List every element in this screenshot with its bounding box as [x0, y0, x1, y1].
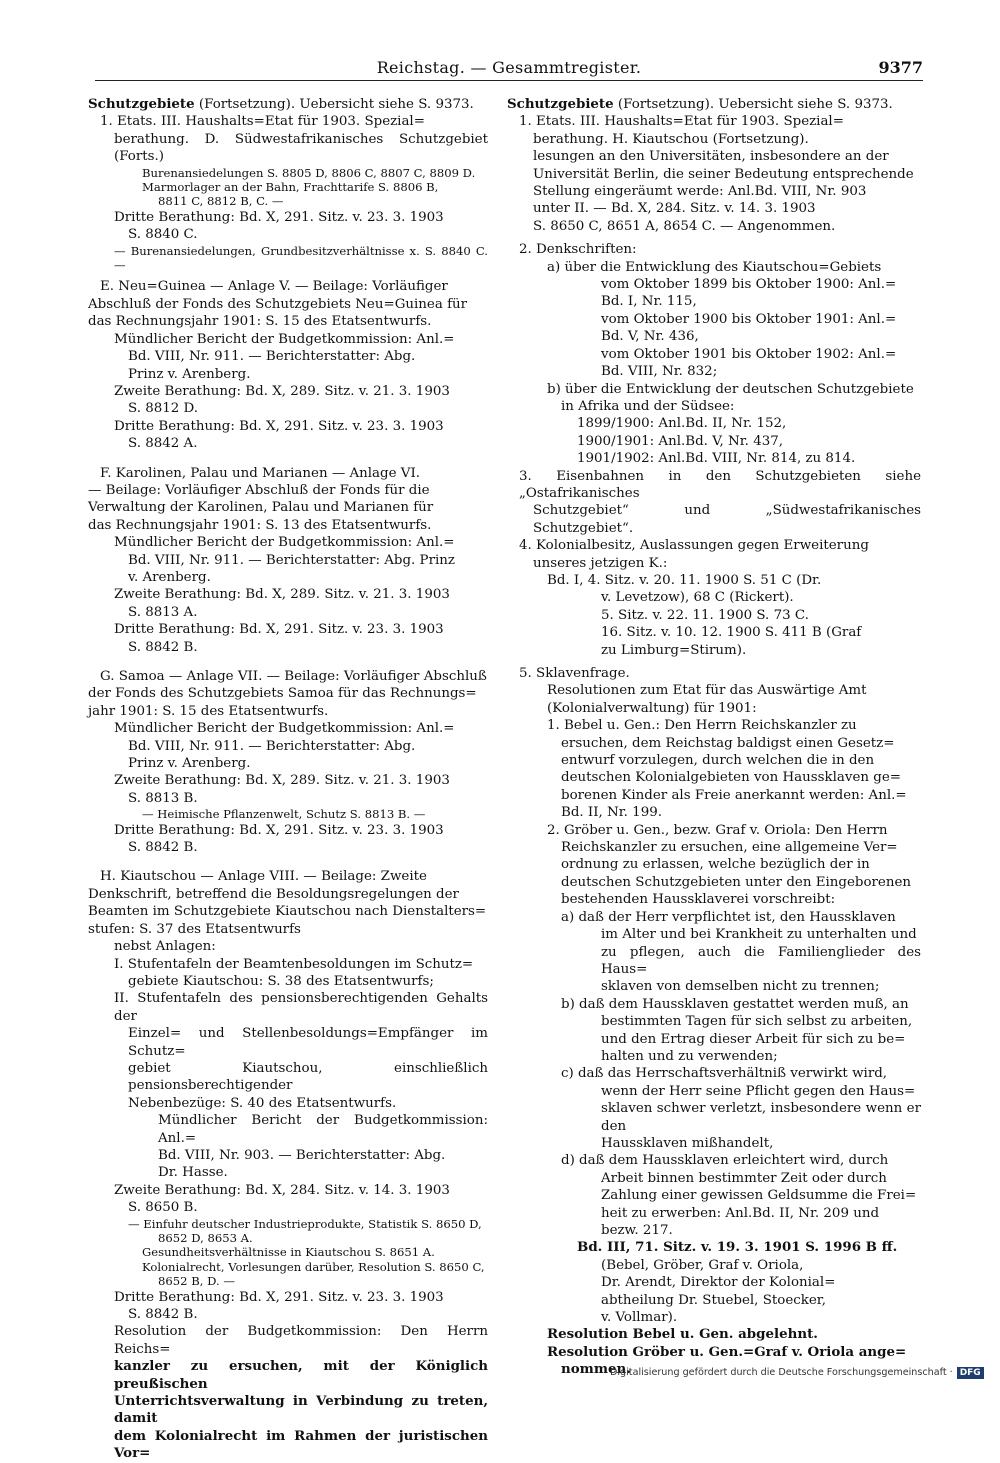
index-line: Universität Berlin, die seiner Bedeutung entsprechende — [533, 166, 914, 182]
section-heading — [507, 96, 921, 113]
index-line: S. 8842 A. — [128, 436, 198, 452]
index-line: S. 8840 C. — [128, 227, 198, 243]
index-line: — Einfuhr deutscher Industrieprodukte, Statistik S. 8650 D, — [128, 1216, 482, 1231]
dfg-logo: DFG — [957, 1367, 984, 1379]
index-line: Prinz v. Arenberg. — [128, 756, 251, 772]
heading-cont: (Fortsetzung). Uebersicht siehe S. 9373. — [613, 97, 893, 112]
index-line: dem Kolonialrecht im Rahmen der juristischen Vor= — [114, 1427, 488, 1462]
index-line: 1. Bebel u. Gen.: Den Herrn Reichskanzler zu — [547, 718, 857, 734]
index-line: sklaven von demselben nicht zu trennen; — [601, 979, 880, 995]
index-line: 5. Sitz. v. 22. 11. 1900 S. 73 C. — [601, 607, 809, 623]
index-line: Resolutionen zum Etat für das Auswärtige Amt — [547, 683, 867, 699]
index-line: Zweite Berathung: Bd. X, 289. Sitz. v. 21. 3. 1903 — [114, 383, 450, 399]
index-line: sklaven schwer verletzt, insbesondere wenn er den — [601, 1101, 921, 1134]
index-line: Dritte Berathung: Bd. X, 291. Sitz. v. 23. 3. 1903 — [114, 1289, 444, 1305]
index-line: nebst Anlagen: — [114, 939, 216, 955]
index-line: wenn der Herr seine Pflicht gegen den Haus= — [601, 1083, 916, 1099]
index-line: Dr. Hasse. — [158, 1165, 228, 1181]
index-line: kanzler zu ersuchen, mit der Königlich preußischen — [114, 1358, 488, 1392]
left-column — [88, 96, 488, 1463]
index-line: G. Samoa — Anlage VII. — Beilage: Vorläufiger Abschluß — [100, 669, 487, 684]
index-line: Dritte Berathung: Bd. X, 291. Sitz. v. 23. 3. 1903 — [114, 418, 444, 434]
index-line: gebiete Kiautschou: S. 38 des Etatsentwurfs; — [128, 973, 434, 989]
index-line: das Rechnungsjahr 1901: S. 15 des Etatsentwurfs. — [88, 314, 432, 330]
index-line: Mündlicher Bericht der Budgetkommission: Anl.= — [114, 721, 455, 737]
index-line: ersuchen, dem Reichstag baldigst einen Gesetz= — [561, 735, 895, 751]
index-line: Bd. VIII, Nr. 832; — [601, 364, 718, 380]
index-line: berathung. H. Kiautschou (Fortsetzung). — [533, 131, 809, 147]
index-line: 1901/1902: Anl.Bd. VIII, Nr. 814, zu 814. — [577, 451, 856, 467]
index-line: (Bebel, Gröber, Graf v. Oriola, — [601, 1257, 804, 1273]
index-line: berathung. D. Südwestafrikanisches Schutzgebiet (Forts.) — [114, 131, 488, 165]
page-header — [95, 58, 923, 80]
index-line: borenen Kinder als Freie anerkannt werden: Anl.= — [561, 787, 907, 803]
index-line: Kolonialrecht, Vorlesungen darüber, Resolution S. 8650 C, — [142, 1259, 485, 1274]
index-line: bestimmten Tagen für sich selbst zu arbeiten, — [601, 1014, 913, 1030]
index-line: Denkschrift, betreffend die Besoldungsregelungen der — [88, 886, 459, 902]
header-rule — [95, 80, 923, 81]
index-line: heit zu erwerben: Anl.Bd. II, Nr. 209 und — [601, 1205, 880, 1221]
index-line: vom Oktober 1901 bis Oktober 1902: Anl.= — [601, 346, 897, 362]
index-line: Beamten im Schutzgebiete Kiautschou nach Dienstalters= — [88, 904, 487, 920]
index-line: der Fonds des Schutzgebiets Samoa für das Rechnungs= — [88, 686, 477, 702]
index-line: Einzel= und Stellenbesoldungs=Empfänger im Schutz= — [128, 1026, 488, 1059]
index-line: Burenansiedelungen S. 8805 D, 8806 C, 8807 C, 8809 D. — [142, 165, 476, 180]
index-line: S. 8842 B. — [128, 639, 198, 655]
index-line: S. 8812 D. — [128, 401, 199, 417]
index-line: und den Ertrag dieser Arbeit für sich zu be= — [601, 1031, 906, 1047]
index-line: Resolution der Budgetkommission: Den Herrn Reichs= — [114, 1324, 488, 1357]
index-line: Haussklaven mißhandelt, — [601, 1135, 774, 1151]
index-line: S. 8842 B. — [128, 840, 198, 856]
index-line: 16. Sitz. v. 10. 12. 1900 S. 411 B (Graf — [601, 625, 862, 641]
index-line: Zweite Berathung: Bd. X, 284. Sitz. v. 14. 3. 1903 — [114, 1182, 450, 1198]
index-line: Mündlicher Bericht der Budgetkommission: Anl.= — [114, 331, 455, 347]
index-line: Dritte Berathung: Bd. X, 291. Sitz. v. 23. 3. 1903 — [114, 622, 444, 638]
index-line: Reichskanzler zu ersuchen, eine allgemeine Ver= — [561, 840, 898, 856]
index-line: Bd. VIII, Nr. 911. — Berichterstatter: Abg. — [128, 738, 416, 754]
index-line: b) über die Entwicklung der deutschen Schutzgebiete — [547, 381, 914, 397]
credit-text: Digitalisierung gefördert durch die Deutsche Forschungsgemeinschaft · — [610, 1367, 953, 1378]
section-heading — [88, 96, 488, 113]
heading-word: Schutzgebiete — [507, 96, 614, 112]
index-line: Prinz v. Arenberg. — [128, 366, 251, 382]
index-line: zu Limburg=Stirum). — [601, 642, 747, 658]
index-line: Gesundheitsverhältnisse in Kiautschou S. 8651 A. — [142, 1245, 435, 1260]
index-line: abtheilung Dr. Stuebel, Stoecker, — [601, 1292, 826, 1308]
index-line: deutschen Schutzgebieten unter den Eingeborenen — [561, 874, 912, 890]
index-line: Bd. VIII, Nr. 911. — Berichterstatter: Abg. — [128, 349, 416, 365]
index-line: v. Vollmar). — [601, 1310, 678, 1326]
index-line: vom Oktober 1900 bis Oktober 1901: Anl.= — [601, 311, 897, 327]
index-line: 1. Etats. III. Haushalts=Etat für 1903. Spezial= — [519, 114, 844, 130]
index-line: Unterrichtsverwaltung in Verbindung zu treten, damit — [114, 1393, 488, 1427]
index-line: 5. Sklavenfrage. — [519, 666, 630, 681]
index-line: Nebenbezüge: S. 40 des Etatsentwurfs. — [128, 1095, 397, 1111]
index-line: bezw. 217. — [601, 1223, 673, 1238]
index-line: Bd. I, 4. Sitz. v. 20. 11. 1900 S. 51 C (Dr. — [547, 572, 822, 588]
index-line: Resolution Bebel u. Gen. abgelehnt. — [547, 1326, 818, 1343]
index-line: a) über die Entwicklung des Kiautschou=Gebiets — [547, 259, 882, 275]
index-line: (Kolonialverwaltung) für 1901: — [547, 700, 757, 716]
index-line: 8652 B, D. — — [158, 1274, 235, 1289]
index-line: ordnung zu erlassen, welche bezüglich der in — [561, 857, 870, 873]
index-line: 8652 D, 8653 A. — [158, 1231, 253, 1245]
index-line: E. Neu=Guinea — Anlage V. — Beilage: Vorläufiger — [100, 279, 448, 295]
index-line: 8811 C, 8812 B, C. — — [158, 194, 284, 209]
index-line: Marmorlager an der Bahn, Frachttarife S. 8806 B, — [142, 180, 439, 195]
index-line: Schutzgebiet“ und „Südwestafrikanisches Schutzgebiet“. — [533, 503, 921, 536]
index-line: b) daß dem Haussklaven gestattet werden muß, an — [561, 996, 909, 1012]
index-line: jahr 1901: S. 15 des Etatsentwurfs. — [88, 703, 329, 719]
index-line: Stellung eingeräumt werde: Anl.Bd. VIII, Nr. 903 — [533, 184, 867, 200]
digitization-credit — [610, 1367, 984, 1379]
index-line: v. Levetzow), 68 C (Rickert). — [601, 590, 794, 606]
index-line: Bd. III, 71. Sitz. v. 19. 3. 1901 S. 1996 B ff. — [577, 1239, 898, 1256]
index-line: c) daß das Herrschaftsverhältniß verwirkt wird, — [561, 1066, 888, 1082]
index-line: gebiet Kiautschou, einschließlich pensionsberechtigender — [128, 1060, 488, 1094]
index-line: 2. Denkschriften: — [519, 242, 637, 258]
index-line: Resolution Gröber u. Gen.=Graf v. Oriola ange= — [547, 1343, 907, 1360]
heading-cont: (Fortsetzung). Uebersicht siehe S. 9373. — [194, 97, 474, 112]
index-line: Bd. VIII, Nr. 903. — Berichterstatter: Abg. — [158, 1147, 446, 1163]
index-line: Bd. VIII, Nr. 911. — Berichterstatter: Abg. Prinz — [128, 552, 455, 568]
index-line: d) daß dem Haussklaven erleichtert wird, durch — [561, 1153, 889, 1169]
index-line: Zahlung einer gewissen Geldsumme die Frei= — [601, 1188, 917, 1204]
index-line: S. 8813 A. — [128, 604, 198, 620]
index-line: das Rechnungsjahr 1901: S. 13 des Etatsentwurfs. — [88, 517, 432, 533]
index-line: a) daß der Herr verpflichtet ist, den Haussklaven — [561, 909, 896, 925]
index-line: S. 8842 B. — [128, 1307, 198, 1323]
index-line: lesungen an den Universitäten, insbesondere an der — [533, 149, 889, 165]
index-line: — Burenansiedelungen, Grundbesitzverhältnisse x. S. 8840 C. — — [114, 243, 488, 273]
index-line: halten und zu verwenden; — [601, 1048, 778, 1064]
index-line: bestehenden Haussklaverei vorschreibt: — [561, 892, 836, 908]
index-line: Verwaltung der Karolinen, Palau und Marianen für — [88, 500, 434, 516]
index-line: Arbeit binnen bestimmter Zeit oder durch — [601, 1170, 887, 1186]
index-line: H. Kiautschou — Anlage VIII. — Beilage: Zweite — [100, 869, 427, 885]
index-line: unter II. — Bd. X, 284. Sitz. v. 14. 3. 1903 — [533, 201, 816, 217]
index-line: Bd. II, Nr. 199. — [561, 805, 662, 821]
index-line: v. Arenberg. — [128, 569, 211, 585]
index-line: Mündlicher Bericht der Budgetkommission: Anl.= — [158, 1113, 488, 1146]
index-line: — Beilage: Vorläufiger Abschluß der Fonds für die — [88, 482, 430, 498]
index-line: Bd. V, Nr. 436, — [601, 329, 699, 345]
index-line: deutschen Kolonialgebieten von Haussklaven ge= — [561, 770, 901, 786]
index-line: 4. Kolonialbesitz, Auslassungen gegen Erweiterung — [519, 538, 869, 554]
index-line: I. Stufentafeln der Beamtenbesoldungen im Schutz= — [114, 956, 474, 972]
index-line: vom Oktober 1899 bis Oktober 1900: Anl.= — [601, 277, 897, 293]
running-title: Reichstag. — Gesammtregister. — [376, 58, 642, 77]
index-line: in Afrika und der Südsee: — [561, 398, 735, 414]
index-line: Dritte Berathung: Bd. X, 291. Sitz. v. 23. 3. 1903 — [114, 209, 444, 225]
index-line: Bd. I, Nr. 115, — [601, 294, 697, 310]
index-line: 1. Etats. III. Haushalts=Etat für 1903. Spezial= — [100, 114, 425, 130]
index-line: Mündlicher Bericht der Budgetkommission: Anl.= — [114, 535, 455, 551]
index-line: 2. Gröber u. Gen., bezw. Graf v. Oriola: Den Herrn — [547, 822, 888, 838]
index-line: im Alter und bei Krankheit zu unterhalten und — [601, 927, 917, 943]
index-line: entwurf vorzulegen, durch welchen die in den — [561, 753, 875, 769]
index-line: 3. Eisenbahnen in den Schutzgebieten siehe „Ostafrikanisches — [519, 468, 921, 501]
index-line: Dr. Arendt, Direktor der Kolonial= — [601, 1275, 836, 1291]
index-line: 1899/1900: Anl.Bd. II, Nr. 152, — [577, 416, 787, 432]
index-line: stufen: S. 37 des Etatsentwurfs — [88, 921, 301, 937]
index-line: F. Karolinen, Palau und Marianen — Anlage VI. — [100, 465, 421, 481]
index-line: S. 8813 B. — [128, 790, 198, 806]
index-line: nommen. — [561, 1361, 631, 1378]
index-line: — Heimische Pflanzenwelt, Schutz S. 8813 B. — — [142, 807, 426, 822]
index-line: S. 8650 C, 8651 A, 8654 C. — Angenommen. — [533, 218, 836, 234]
index-line: unseres jetzigen K.: — [533, 555, 668, 571]
index-line: 1900/1901: Anl.Bd. V, Nr. 437, — [577, 433, 784, 449]
index-line: Zweite Berathung: Bd. X, 289. Sitz. v. 21. 3. 1903 — [114, 587, 450, 603]
index-line: Abschluß der Fonds des Schutzgebiets Neu=Guinea für — [88, 296, 468, 312]
index-line: S. 8650 B. — [128, 1200, 198, 1216]
heading-word: Schutzgebiete — [88, 96, 195, 112]
index-line: zu pflegen, auch die Familienglieder des Haus= — [601, 944, 921, 977]
page-number: 9377 — [878, 58, 923, 77]
index-line: Dritte Berathung: Bd. X, 291. Sitz. v. 23. 3. 1903 — [114, 822, 444, 838]
right-column — [507, 96, 921, 1379]
index-line: Zweite Berathung: Bd. X, 289. Sitz. v. 21. 3. 1903 — [114, 773, 450, 789]
index-line: II. Stufentafeln des pensionsberechtigenden Gehalts der — [114, 991, 488, 1024]
